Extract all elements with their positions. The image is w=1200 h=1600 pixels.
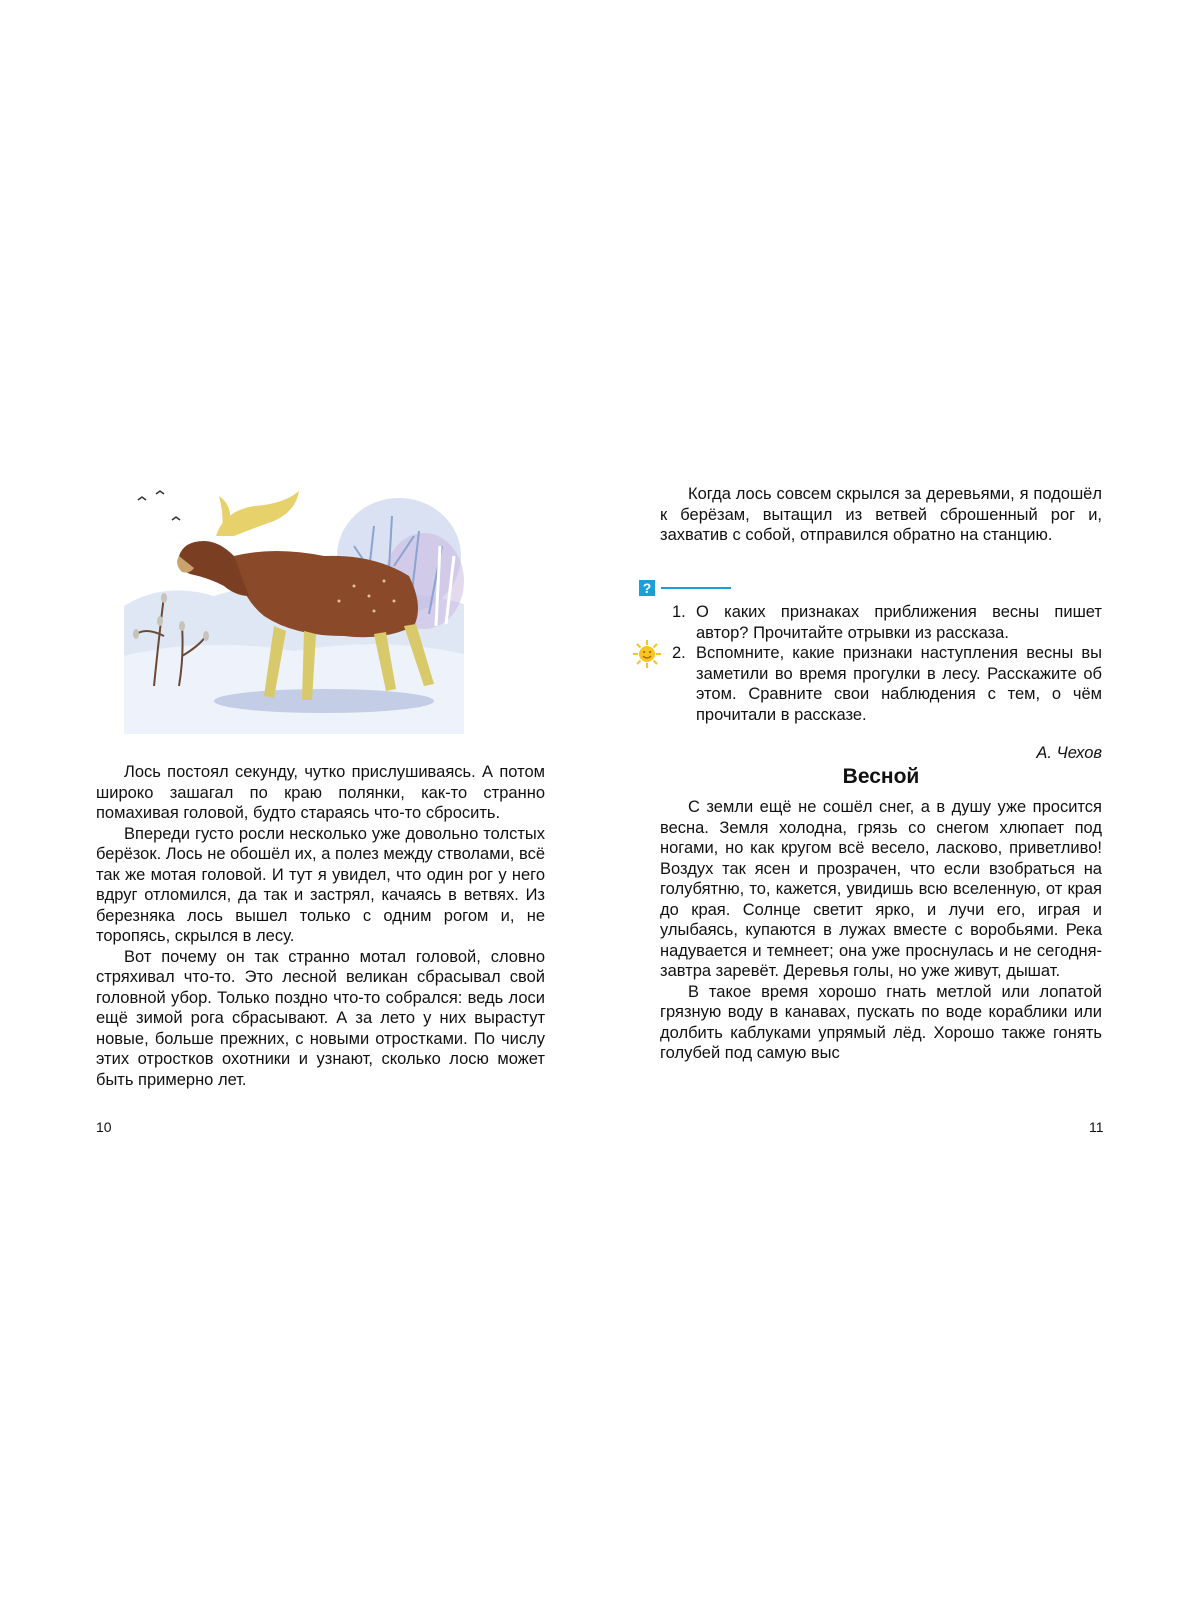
question-item: [672, 643, 1102, 725]
question-number: 2.: [672, 644, 686, 662]
paragraph: С земли ещё не сошёл снег, а в душу уже просится весна. Земля холодна, грязь со снегом хлюпает под ногами, но как кругом всё весело, ласково, приветливо! Воздух так ясен и прозрачен, что если взобраться на голубятню, то, кажется, увидишь всю вселенную, от края до края. Солнце светит ярко, и лучи его, играя и улыбаясь, купаются в лужах вместе с воробьями. Река надувается и темнеет; она уже проснулась и не сегодня-завтра заревёт. Деревья голы, но уже живут, дышат.: [660, 798, 1102, 980]
question-icon: ?: [639, 580, 655, 596]
page-number-left: 10: [96, 1119, 112, 1135]
paragraph: Впереди густо росли несколько уже довольно толстых берёзок. Лось не обошёл их, а полез между стволами, всё так же мотая головой. И тут я увидел, что один рог у него вдруг отломился, да так и застрял, качаясь в ветвях. Из березняка лось вышел только с одним рогом и, не торопясь, скрылся в лесу.: [96, 824, 545, 945]
paragraph: Лось постоял секунду, чутко прислушиваясь. А потом широко зашагал по краю полянки, как-то странно помахивая головой, будто стараясь что-то сбросить.: [96, 763, 545, 822]
question-text: О каких признаках приближения весны пишет автор? Прочитайте отрывки из рассказа.: [696, 603, 1102, 642]
story-text: [660, 797, 1102, 1064]
question-item: [672, 602, 1102, 643]
paragraph: В такое время хорошо гнать метлой или лопатой грязную воду в канавах, пускать по воде кораблики или долбить каблуками упрямый лёд. Хорошо также гонять голубей под самую выс: [660, 982, 1102, 1062]
author-name: А. Чехов: [1036, 744, 1102, 762]
moose-illustration: [124, 486, 464, 734]
page-number-right: 11: [1089, 1119, 1104, 1135]
question-text: Вспомните, какие признаки наступления весны вы заметили во время прогулки в лесу. Расскажите об этом. Сравните свои наблюдения с тем, о чём прочитали в рассказе.: [696, 644, 1102, 724]
question-number: 1.: [672, 603, 686, 621]
questions-list: [672, 602, 1102, 725]
question-divider: [661, 587, 731, 589]
paragraph: Когда лось совсем скрылся за деревьями, я подошёл к берёзам, вытащил из ветвей сброшенный рог и, захватив с собой, отправился обратно на станцию.: [660, 485, 1102, 544]
right-page-intro: [660, 484, 1102, 546]
sun-icon: [632, 639, 662, 669]
story-title: Весной: [842, 765, 920, 788]
paragraph: Вот почему он так странно мотал головой, словно стряхивал что-то. Это лесной великан сбрасывал свой головной убор. Только поздно что-то собрался: ведь лоси ещё зимой рога сбрасывают. А за лето у них вырастут новые, больше прежних, с новыми отростками. По числу этих отростков охотники и узнают, сколько лосю может быть примерно лет.: [96, 947, 545, 1089]
left-page-text: [96, 762, 545, 1090]
